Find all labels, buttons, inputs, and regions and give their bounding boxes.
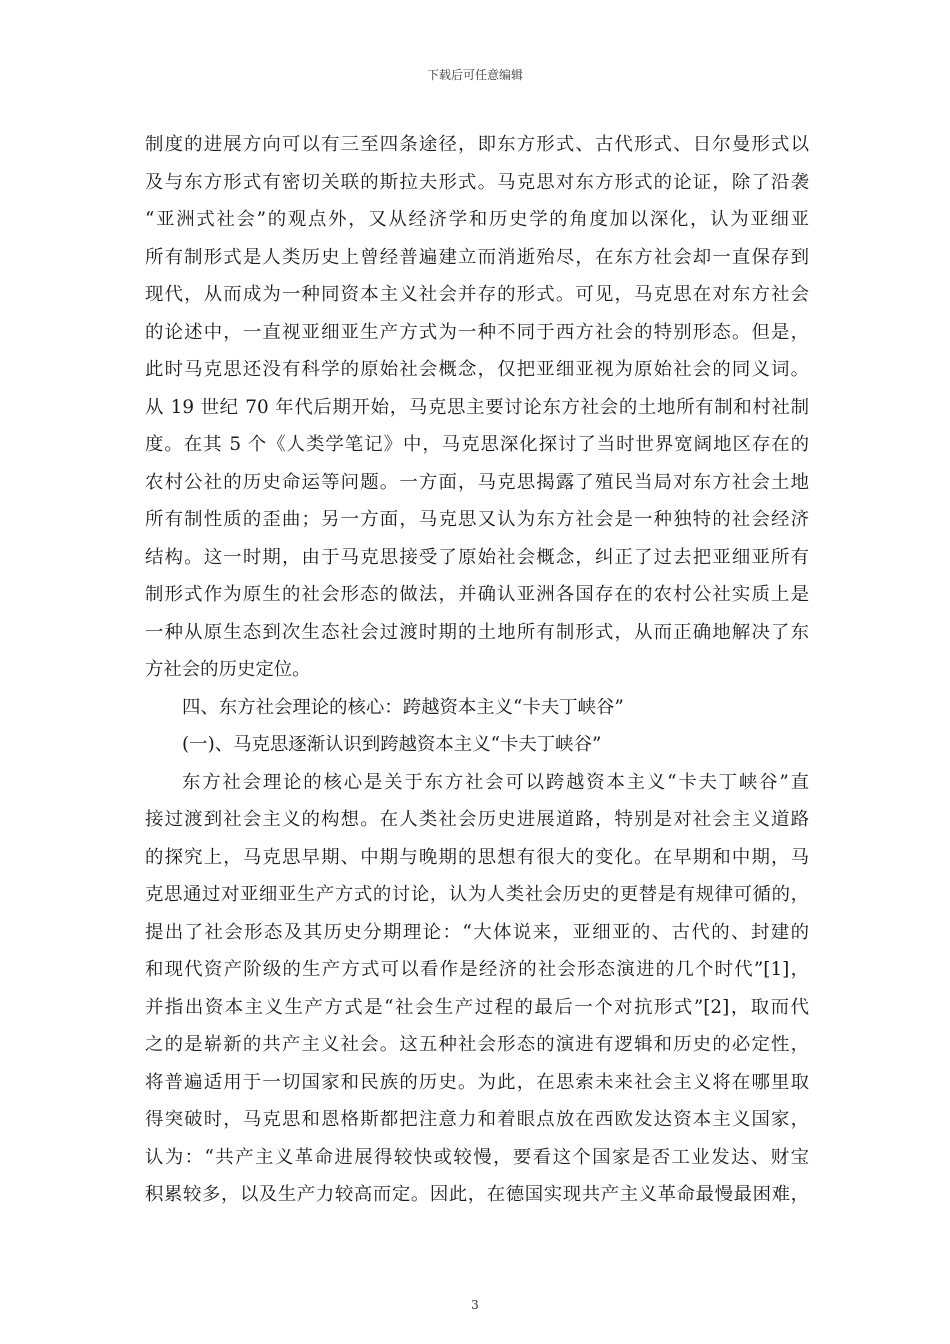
text-line: 制度的进展方向可以有三至四条途径，即东方形式、古代形式、日尔曼形式以 xyxy=(145,134,809,155)
text-line: 积累较多，以及生产力较高而定。因此，在德国实现共产主义革命最慢最困难， xyxy=(145,1184,809,1205)
text-line: 的论述中，一直视亚细亚生产方式为一种不同于西方社会的特别形态。但是， xyxy=(145,321,809,343)
text-line: 接过渡到社会主义的构想。在人类社会历史进展道路，特别是对社会主义道路 xyxy=(145,809,809,830)
text-line: 现代，从而成为一种同资本主义社会并存的形式。可见，马克思在对东方社会 xyxy=(145,284,809,305)
text-line: 并指出资本主义生产方式是“社会生产过程的最后一个对抗形式”[2]，取而代 xyxy=(145,996,809,1018)
text-line: 此时马克思还没有科学的原始社会概念，仅把亚细亚视为原始社会的同义词。 xyxy=(145,359,809,380)
text-line: 方社会的历史定位。 xyxy=(145,659,311,680)
text-line: 制形式作为原生的社会形态的做法，并确认亚洲各国存在的农村公社实质上是 xyxy=(145,584,809,605)
text-line: 度。在其 5 个《人类学笔记》中，马克思深化探讨了当时世界宽阔地区存在的 xyxy=(145,434,809,455)
text-line: 认为：“共产主义革命进展得较快或较慢，要看这个国家是否工业发达、财宝 xyxy=(145,1146,809,1168)
page-header: 下载后可任意编辑 xyxy=(426,68,523,82)
subsection-heading: (一)、马克思逐渐认识到跨越资本主义“卡夫丁峡谷” xyxy=(182,734,602,755)
section-heading: 四、东方社会理论的核心：跨越资本主义“卡夫丁峡谷” xyxy=(182,696,624,718)
text-line: 克思通过对亚细亚生产方式的讨论，认为人类社会历史的更替是有规律可循的， xyxy=(145,884,809,905)
text-line: 之的是崭新的共产主义社会。这五种社会形态的演进有逻辑和历史的必定性， xyxy=(145,1034,809,1055)
text-line: 所有制性质的歪曲；另一方面，马克思又认为东方社会是一种独特的社会经济 xyxy=(145,509,809,530)
text-line: 所有制形式是人类历史上曾经普遍建立而消逝殆尽，在东方社会却一直保存到 xyxy=(145,246,809,268)
text-line: 一种从原生态到次生态社会过渡时期的土地所有制形式，从而正确地解决了东 xyxy=(145,621,809,643)
text-line: 得突破时，马克思和恩格斯都把注意力和着眼点放在西欧发达资本主义国家， xyxy=(145,1109,809,1130)
text-line: 东方社会理论的核心是关于东方社会可以跨越资本主义“卡夫丁峡谷”直 xyxy=(182,771,809,793)
text-line: 农村公社的历史命运等问题。一方面，马克思揭露了殖民当局对东方社会土地 xyxy=(145,471,809,493)
text-line: “亚洲式社会”的观点外，又从经济学和历史学的角度加以深化，认为亚细亚 xyxy=(145,209,809,230)
page-number: 3 xyxy=(471,1298,479,1312)
text-line: 的探究上，马克思早期、中期与晚期的思想有很大的变化。在早期和中期，马 xyxy=(145,846,809,868)
text-line: 和现代资产阶级的生产方式可以看作是经济的社会形态演进的几个时代”[1]， xyxy=(145,959,809,980)
body-text xyxy=(145,126,809,1214)
text-line: 从 19 世纪 70 年代后期开始，马克思主要讨论东方社会的土地所有制和村社制 xyxy=(145,396,809,418)
text-line: 提出了社会形态及其历史分期理论：“大体说来，亚细亚的、古代的、封建的 xyxy=(145,921,809,943)
text-line: 将普遍适用于一切国家和民族的历史。为此，在思索未来社会主义将在哪里取 xyxy=(145,1071,809,1093)
text-line: 结构。这一时期，由于马克思接受了原始社会概念，纠正了过去把亚细亚所有 xyxy=(145,546,809,568)
text-line: 及与东方形式有密切关联的斯拉夫形式。马克思对东方形式的论证，除了沿袭 xyxy=(145,171,809,193)
